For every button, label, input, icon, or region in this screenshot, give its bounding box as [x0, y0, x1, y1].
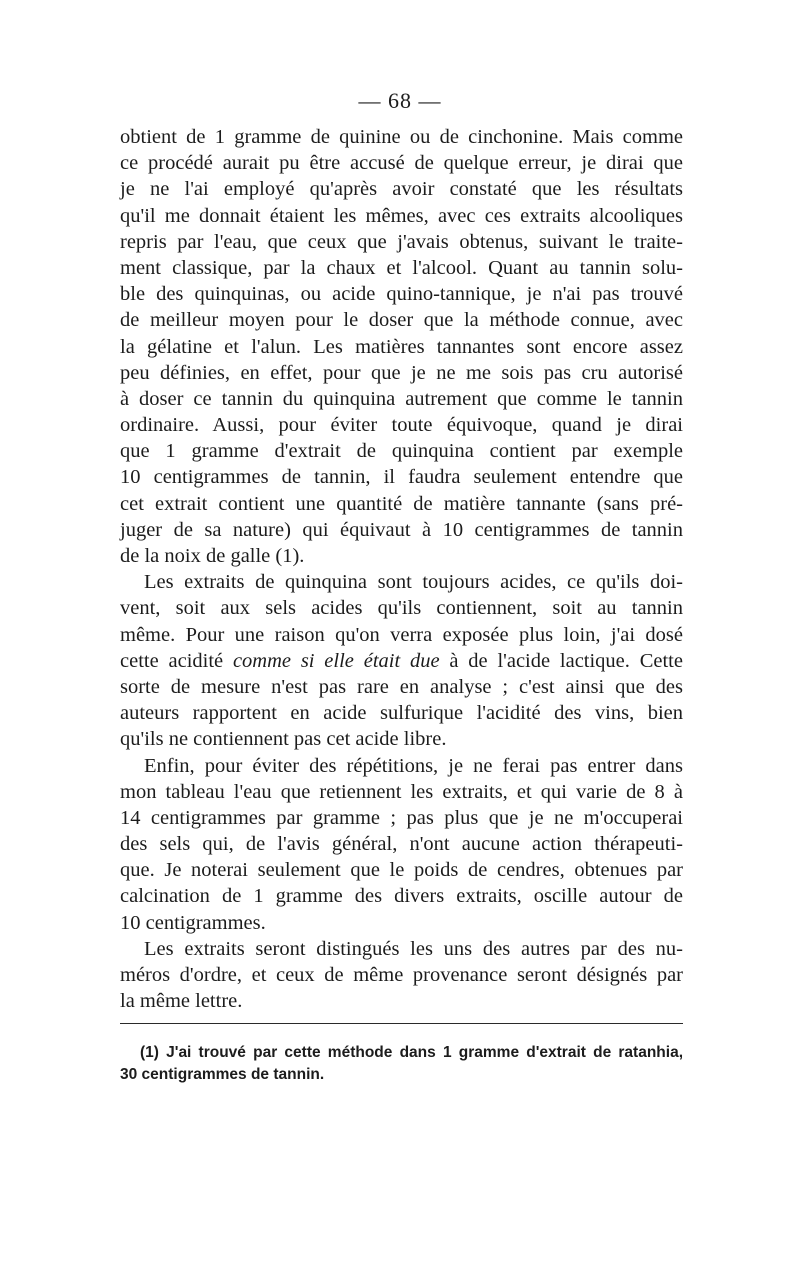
text-line: qu'il me donnait étaient les mêmes, avec ces extraits alcooliques [120, 204, 683, 227]
footnote-divider [120, 1023, 683, 1024]
text-line: 10 centigrammes de tannin, il faudra seulement entendre que [120, 466, 683, 489]
text-line: juger de sa nature) qui équivaut à 10 centigrammes de tannin [120, 518, 683, 541]
text-line: sorte de mesure n'est pas rare en analyse ; c'est ainsi que des [120, 675, 683, 698]
text-line: obtient de 1 gramme de quinine ou de cinchonine. Mais comme [120, 126, 683, 148]
text-line: à doser ce tannin du quinquina autrement que comme le tannin [120, 387, 683, 410]
text-line: ment classique, par la chaux et l'alcool. Quant au tannin solu- [120, 256, 683, 279]
footnote [120, 1042, 683, 1086]
text-line: 10 centigrammes. [120, 911, 266, 934]
text-line: vent, soit aux sels acides qu'ils contiennent, soit au tannin [120, 597, 683, 620]
paragraph-start-line: Les extraits de quinquina sont toujours acides, ce qu'ils doi- [144, 571, 683, 594]
body-text [120, 124, 683, 1014]
page-number: — 68 — [358, 88, 442, 113]
text-line: cette acidité comme si elle était due à de l'acide lactique. Cette [120, 649, 683, 672]
text-line: peu définies, en effet, pour que je ne me sois pas cru autorisé [120, 361, 683, 384]
text-line: ce procédé aurait pu être accusé de quelque erreur, je dirai que [120, 152, 683, 175]
text-line: calcination de 1 gramme des divers extraits, oscille autour de [120, 885, 683, 908]
text-line: de la noix de galle (1). [120, 545, 305, 567]
footnote-line: 30 centigrammes de tannin. [120, 1066, 325, 1083]
text-line: repris par l'eau, que ceux que j'avais obtenus, suivant le traite- [120, 230, 683, 253]
text-line: des sels qui, de l'avis général, n'ont aucune action thérapeuti- [120, 833, 683, 856]
text-line: même. Pour une raison qu'on verra exposée plus loin, j'ai dosé [120, 623, 683, 646]
text-line: la même lettre. [120, 990, 243, 1013]
text-line: mon tableau l'eau que retiennent les extraits, et qui varie de 8 à [120, 780, 683, 803]
footnote-line: (1) J'ai trouvé par cette méthode dans 1 gramme d'extrait de ratanhia, [140, 1044, 683, 1061]
text-line: que. Je noterai seulement que le poids de cendres, obtenues par [120, 859, 683, 882]
text-line: méros d'ordre, et ceux de même provenance seront désignés par [120, 964, 683, 986]
text-line: qu'ils ne contiennent pas cet acide libre. [120, 728, 447, 751]
text-line: cet extrait contient une quantité de matière tannante (sans pré- [120, 492, 683, 515]
text-line: 14 centigrammes par gramme ; pas plus que je ne m'occuperai [120, 806, 683, 829]
italic-phrase: comme si elle était due [232, 649, 440, 672]
text-line: de meilleur moyen pour le doser que la méthode connue, avec [120, 309, 683, 332]
text-line: auteurs rapportent en acide sulfurique l'acidité des vins, bien [120, 702, 683, 725]
text-line: que 1 gramme d'extrait de quinquina contient par exemple [120, 440, 683, 463]
text-line: ordinaire. Aussi, pour éviter toute équivoque, quand je dirai [120, 414, 683, 437]
paragraph-start-line: Enfin, pour éviter des répétitions, je ne ferai pas entrer dans [144, 754, 683, 777]
paragraph-start-line: Les extraits seront distingués les uns des autres par des nu- [144, 937, 683, 960]
text-line: la gélatine et l'alun. Les matières tannantes sont encore assez [120, 335, 683, 358]
text-line: je ne l'ai employé qu'après avoir constaté que les résultats [120, 178, 683, 201]
text-line: ble des quinquinas, ou acide quino-tannique, je n'ai pas trouvé [120, 283, 683, 306]
